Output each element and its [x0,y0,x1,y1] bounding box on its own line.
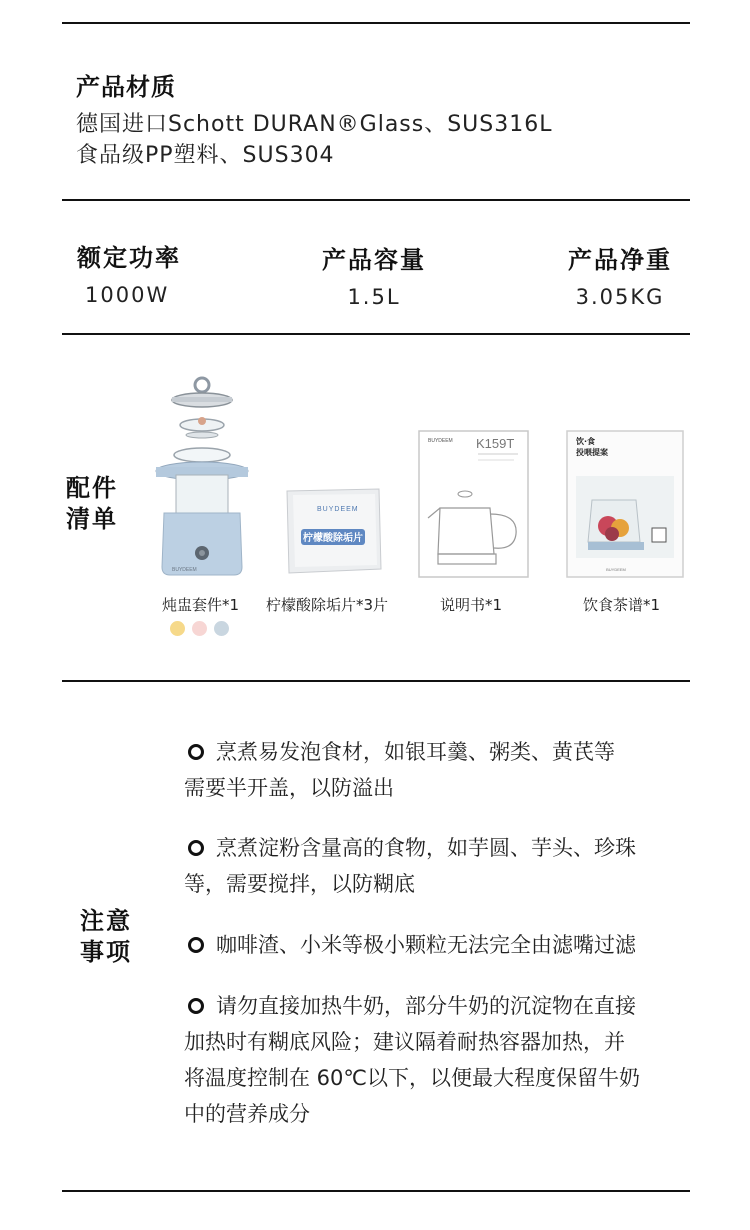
note-item-4 [184,988,694,1132]
manual-image [418,430,529,578]
bullet-circle-icon [188,744,204,760]
pack-brand: BUYDEEM [317,506,359,513]
manual-brand: BUYDEEM [428,438,453,444]
booklet-heading-1: 饮·食 [576,437,596,446]
spec-capacity-label: 产品容量 [322,246,426,274]
note-2-line-1: 烹煮淀粉含量高的食物，如芋圆、芋头、珍珠 [216,836,636,860]
spec-weight-value: 3.05KG [575,285,665,309]
spec-capacity [322,240,426,309]
booklet-brand: BUYDEEM [606,567,626,572]
note-item-2 [184,830,694,902]
divider-after-specs [62,333,690,335]
top-divider [62,22,690,24]
descaling-pack-image [283,485,383,577]
bullet-circle-icon [188,998,204,1014]
spec-power-label: 额定功率 [77,244,181,272]
pack-label: 柠檬酸除垢片 [303,533,363,544]
notes-title-line-1: 注意 [80,907,132,935]
note-2-line-2: 等，需要搅拌，以防糊底 [184,872,415,896]
color-swatch-pink [192,621,207,636]
material-line-2: 食品级PP塑料、SUS304 [76,143,335,168]
bullet-circle-icon [188,937,204,953]
note-item-3 [184,927,694,963]
recipe-booklet-image [566,430,684,578]
accessories-title-line-1: 配件 [66,474,118,502]
manual-model: K159T [476,436,515,451]
spec-weight-label: 产品净重 [568,246,672,274]
bullet-circle-icon [188,840,204,856]
stew-pot-brand: BUYDEEM [172,567,197,573]
note-4-line-3: 将温度控制在 60℃以下，以便最大程度保留牛奶 [184,1066,640,1090]
note-item-1 [184,734,694,806]
stew-pot-set-image [150,375,255,580]
accessories-title [66,473,118,535]
divider-after-accessories [62,680,690,682]
spec-power-value: 1000W [85,283,170,307]
material-title: 产品材质 [76,73,176,101]
booklet-heading-2: 投喂提案 [576,448,608,457]
divider-after-material [62,199,690,201]
notes-title-line-2: 事项 [80,938,132,966]
spec-weight [568,240,672,309]
note-1-line-1: 烹煮易发泡食材，如银耳羹、粥类、黄芪等 [216,740,615,764]
caption-recipe-booklet: 饮食茶谱*1 [583,596,661,614]
note-4-line-2: 加热时有糊底风险；建议隔着耐热容器加热，并 [184,1030,625,1054]
color-swatch-blue [214,621,229,636]
material-line-1: 德国进口Schott DURAN®Glass、SUS316L [76,112,553,137]
accessories-title-line-2: 清单 [66,505,118,533]
caption-manual: 说明书*1 [440,596,503,614]
spec-capacity-value: 1.5L [347,285,401,309]
note-1-line-2: 需要半开盖，以防溢出 [184,776,394,800]
note-3-line-1: 咖啡渣、小米等极小颗粒无法完全由滤嘴过滤 [216,933,636,957]
bottom-divider [62,1190,690,1192]
spec-power [77,238,181,307]
caption-descaling-tablets: 柠檬酸除垢片*3片 [266,596,389,614]
note-4-line-1: 请勿直接加热牛奶，部分牛奶的沉淀物在直接 [216,994,636,1018]
caption-stew-pot-set: 炖盅套件*1 [162,596,240,614]
color-swatch-yellow [170,621,185,636]
note-4-line-4: 中的营养成分 [184,1102,310,1126]
notes-title [80,906,132,968]
